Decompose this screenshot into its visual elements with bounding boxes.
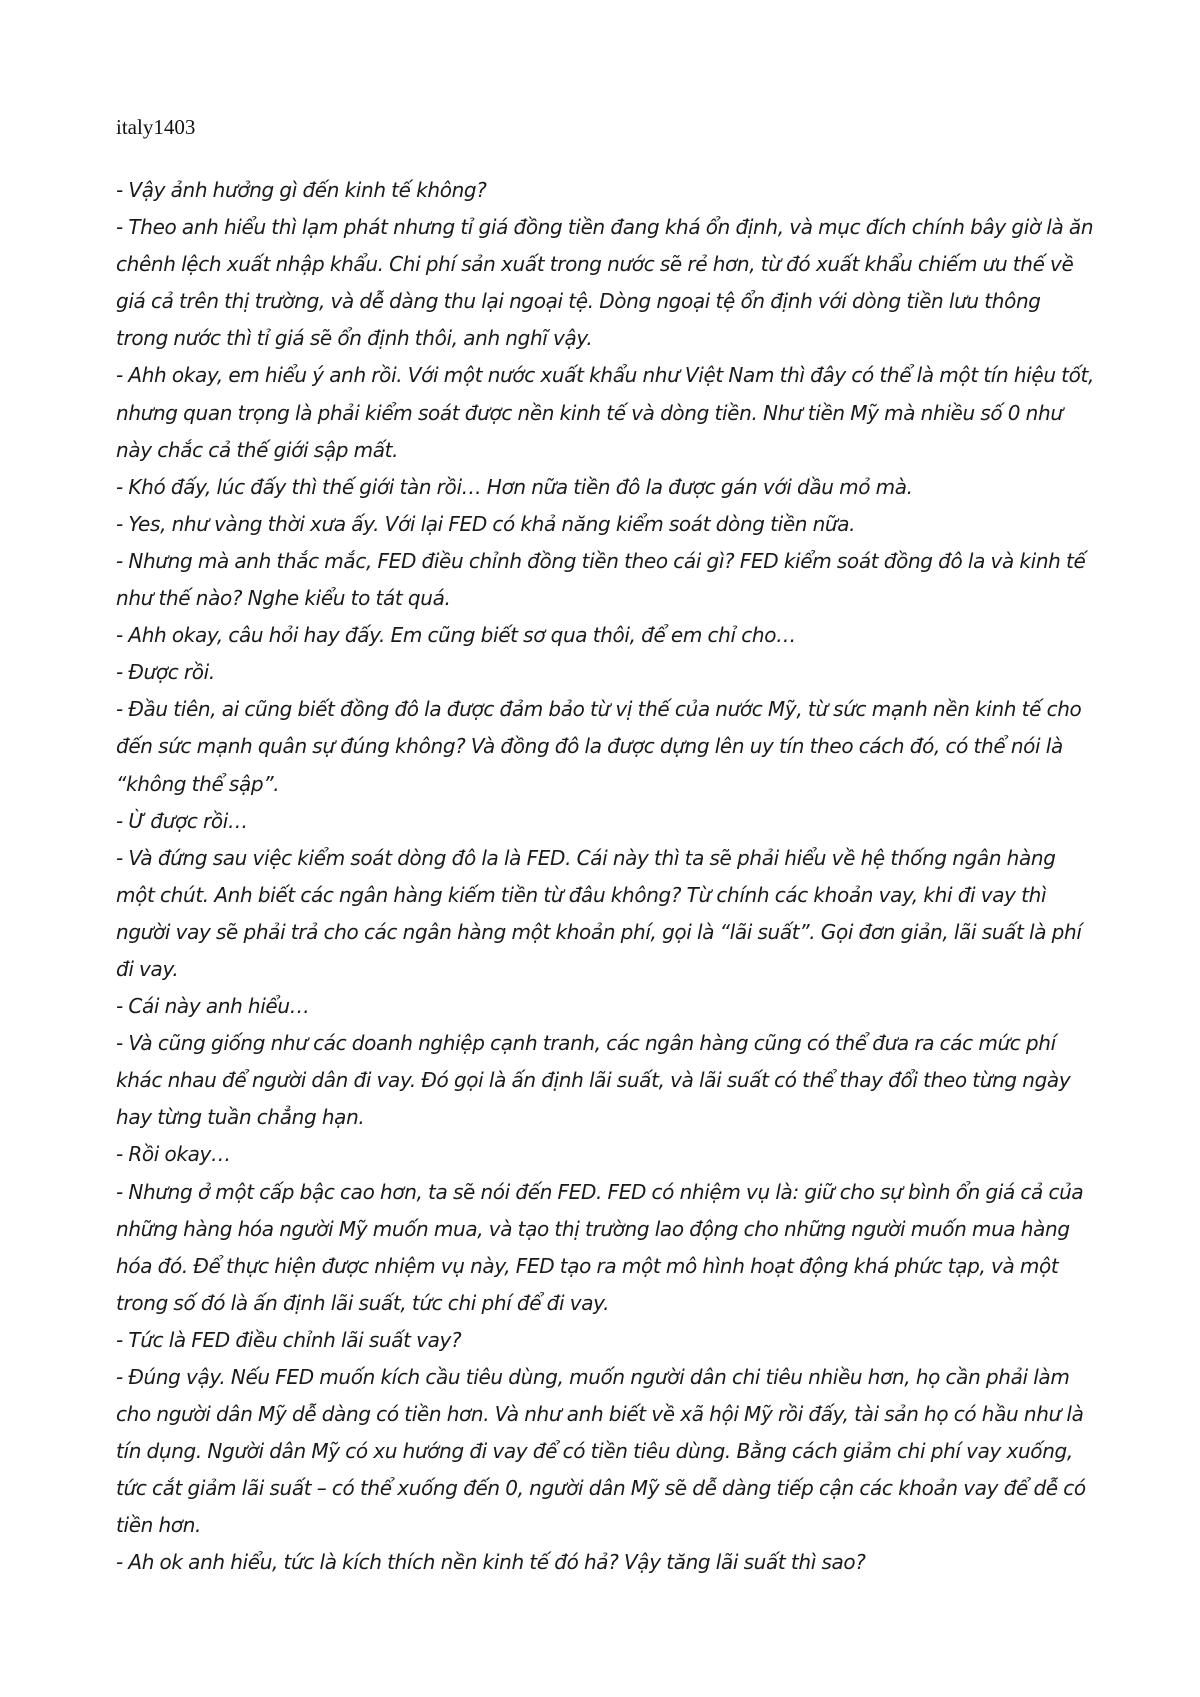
- dialogue-line: - Theo anh hiểu thì lạm phát nhưng tỉ giá đồng tiền đang khá ổn định, và mục đích chính bây giờ là ăn chênh lệch xuất nhập khẩu. Chi phí sản xuất trong nước sẽ rẻ hơn, từ đó xuất khẩu chiếm ưu thế về giá cả trên thị trường, và dễ dàng thu lại ngoại tệ. Dòng ngoại tệ ổn định với dòng tiền lưu thông trong nước thì tỉ giá sẽ ổn định thôi, anh nghĩ vậy.: [116, 215, 1094, 351]
- dialogue-line: - Nhưng ở một cấp bậc cao hơn, ta sẽ nói đến FED. FED có nhiệm vụ là: giữ cho sự bình ổn giá cả của những hàng hóa người Mỹ muốn mua, và tạo thị trường lao động cho những người muốn mua hàng hóa đó. Để thực hiện được nhiệm vụ này, FED tạo ra một mô hình hoạt động khá phức tạp, và một trong số đó là ấn định lãi suất, tức chi phí để đi vay.: [116, 1179, 1084, 1315]
- dialogue-line: - Ah ok anh hiểu, tức là kích thích nền kinh tế đó hả? Vậy tăng lãi suất thì sao?: [116, 1550, 866, 1575]
- dialogue-line: - Cái này anh hiểu…: [116, 994, 310, 1019]
- author-name: italy1403: [116, 115, 196, 139]
- dialogue-line: - Tức là FED điều chỉnh lãi suất vay?: [116, 1327, 462, 1352]
- dialogue-line: - Ahh okay, em hiểu ý anh rồi. Với một nước xuất khẩu như Việt Nam thì đây có thể là một tín hiệu tốt, nhưng quan trọng là phải kiểm soát được nền kinh tế và dòng tiền. Như tiền Mỹ mà nhiều số 0 như này chắc cả thế giới sập mất.: [116, 363, 1095, 462]
- dialogue-line: - Yes, như vàng thời xưa ấy. Với lại FED có khả năng kiểm soát dòng tiền nữa.: [116, 511, 856, 536]
- dialogue-line: - Rồi okay…: [116, 1142, 231, 1167]
- dialogue-line: - Ahh okay, câu hỏi hay đấy. Em cũng biết sơ qua thôi, để em chỉ cho…: [116, 623, 796, 648]
- dialogue-line: - Khó đấy, lúc đấy thì thế giới tàn rồi… Hơn nữa tiền đô la được gán với dầu mỏ mà.: [116, 474, 913, 499]
- dialogue-line: - Và cũng giống như các doanh nghiệp cạnh tranh, các ngân hàng cũng có thể đưa ra các mức phí khác nhau để người dân đi vay. Đó gọi là ấn định lãi suất, và lãi suất có thể thay đổi theo từng ngày hay từng tuần chẳng hạn.: [116, 1031, 1071, 1130]
- dialogue-line: - Đầu tiên, ai cũng biết đồng đô la được đảm bảo từ vị thế của nước Mỹ, từ sức mạnh nền kinh tế cho đến sức mạnh quân sự đúng không? Và đồng đô la được dựng lên uy tín theo cách đó, có thể nói là “không thể sập”.: [116, 697, 1082, 796]
- dialogue-line: - Ừ được rồi…: [116, 808, 248, 833]
- dialogue-line: - Được rồi.: [116, 660, 215, 685]
- dialogue-line: - Đúng vậy. Nếu FED muốn kích cầu tiêu dùng, muốn người dân chi tiêu nhiều hơn, họ cần phải làm cho người dân Mỹ dễ dàng có tiền hơn. Và như anh biết về xã hội Mỹ rồi đấy, tài sản họ có hầu như là tín dụng. Người dân Mỹ có xu hướng đi vay để có tiền tiêu dùng. Bằng cách giảm chi phí vay xuống, tức cắt giảm lãi suất – có thể xuống đến 0, người dân Mỹ sẽ dễ dàng tiếp cận các khoản vay để dễ có tiền hơn.: [116, 1365, 1086, 1538]
- dialogue-line: - Nhưng mà anh thắc mắc, FED điều chỉnh đồng tiền theo cái gì? FED kiểm soát đồng đô la và kinh tế như thế nào? Nghe kiểu to tát quá.: [116, 548, 1086, 611]
- dialogue-body: [116, 172, 1096, 1582]
- dialogue-line: - Vậy ảnh hưởng gì đến kinh tế không?: [116, 178, 487, 202]
- dialogue-line: - Và đứng sau việc kiểm soát dòng đô la là FED. Cái này thì ta sẽ phải hiểu về hệ thống ngân hàng một chút. Anh biết các ngân hàng kiếm tiền từ đâu không? Từ chính các khoản vay, khi đi vay thì người vay sẽ phải trả cho các ngân hàng một khoản phí, gọi là “lãi suất”. Gọi đơn giản, lãi suất là phí đi vay.: [116, 845, 1082, 981]
